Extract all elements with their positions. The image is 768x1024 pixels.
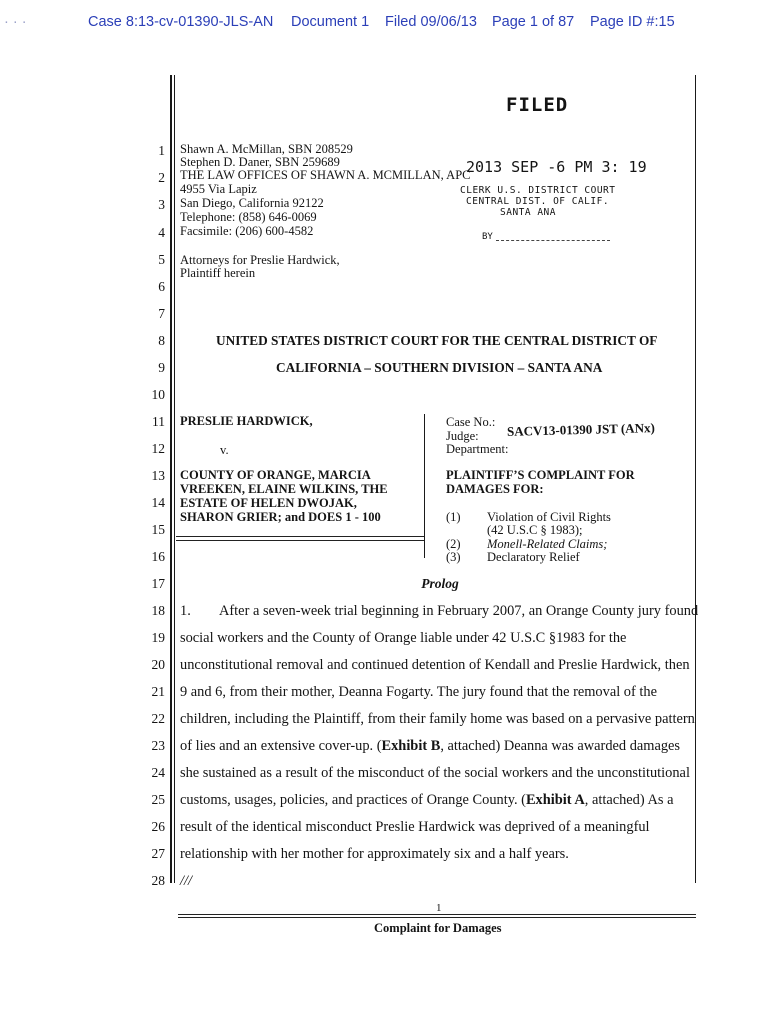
line-number: 25 [151, 792, 165, 807]
line-number: 23 [151, 738, 165, 753]
line-number: 5 [158, 252, 165, 267]
line-number: 9 [158, 360, 165, 375]
clerk-signature-line [496, 240, 610, 241]
line-number: 17 [151, 576, 165, 591]
versus: v. [220, 443, 229, 457]
line-number: 3 [158, 197, 165, 212]
attorney-line: Shawn A. McMillan, SBN 208529 [180, 142, 353, 156]
court-heading-line-2: CALIFORNIA – SOUTHERN DIVISION – SANTA ANA [276, 360, 603, 375]
footer-rule-2 [178, 917, 696, 918]
attorney-line: THE LAW OFFICES OF SHAWN A. MCMILLAN, APC [180, 168, 471, 182]
line-number: 11 [152, 414, 165, 429]
clerk-stamp-line-1: CLERK U.S. DISTRICT COURT [460, 185, 616, 196]
claim-number: (3) [446, 550, 461, 564]
claim-number: (2) [446, 537, 461, 551]
paragraph-line: relationship with her mother for approximately six and a half years. [180, 846, 569, 862]
paragraph-line: result of the identical misconduct Preslie Hardwick was deprived of a meaningful [180, 819, 650, 835]
line-number: 20 [151, 657, 165, 672]
plaintiff-name: PRESLIE HARDWICK, [180, 414, 313, 428]
paragraph-line: social workers and the County of Orange liable under 42 U.S.C §1983 for the [180, 630, 627, 646]
page-id: Page ID #:15 [590, 14, 675, 30]
line-number: 22 [151, 711, 165, 726]
paragraph-number: 1. [180, 603, 191, 619]
line-number: 15 [151, 522, 165, 537]
complaint-title-line-1: PLAINTIFF’S COMPLAINT FOR [446, 468, 635, 482]
attorney-line: Telephone: (858) 646-0069 [180, 210, 317, 224]
attorney-line: Facsimile: (206) 600-4582 [180, 224, 314, 238]
paragraph-line: After a seven-week trial beginning in February 2007, an Orange County jury found [219, 603, 699, 619]
right-margin-rule [695, 75, 696, 883]
line-number: 13 [151, 468, 165, 483]
claim-number: (1) [446, 510, 461, 524]
case-number: Case 8:13-cv-01390-JLS-AN [88, 14, 274, 30]
prolog-heading-text: Prolog [421, 576, 459, 591]
left-margin-rule-inner [174, 75, 175, 883]
caption-bottom-rule [176, 536, 424, 537]
case-no-label: Case No.: [446, 415, 496, 429]
claim-text: Violation of Civil Rights [487, 510, 611, 524]
page-count: Page 1 of 87 [492, 14, 575, 30]
banner-leader: · · · [4, 14, 27, 30]
paragraph-line: she sustained as a result of the misconduct of the social workers and the unconstitutional [180, 765, 690, 781]
clerk-stamp-line-2: CENTRAL DIST. OF CALIF. [466, 196, 610, 207]
footer-rule-1 [178, 914, 696, 915]
filed-stamp-date: 2013 SEP -6 PM 3: 19 [466, 158, 647, 176]
claim-text: Monell-Related Claims; [487, 537, 608, 551]
judge-label: Judge: [446, 429, 479, 443]
line-number: 10 [151, 387, 165, 402]
line-number: 2 [158, 170, 165, 185]
defendant-line: SHARON GRIER; and DOES 1 - 100 [180, 510, 381, 524]
left-margin-rule [170, 75, 172, 883]
line-number: 26 [151, 819, 165, 834]
defendant-line: VREEKEN, ELAINE WILKINS, THE [180, 482, 388, 496]
line-number: 27 [151, 846, 165, 861]
document-number: Document 1 [291, 14, 370, 30]
line-number: 24 [151, 765, 165, 780]
attorney-line: 4955 Via Lapiz [180, 182, 257, 196]
line-number: 4 [158, 225, 165, 240]
line-number: 14 [151, 495, 165, 510]
defendant-line: COUNTY OF ORANGE, MARCIA [180, 468, 371, 482]
line-number: 1 [158, 143, 165, 158]
continuation-slashes: /// [180, 873, 192, 889]
line-number: 18 [151, 603, 165, 618]
footer-title: Complaint for Damages [374, 921, 502, 935]
claim-text: Declaratory Relief [487, 550, 580, 564]
paragraph-line: 9 and 6, from their mother, Deanna Fogarty. The jury found that the removal of the [180, 684, 657, 700]
filed-date: Filed 09/06/13 [385, 14, 477, 30]
line-number: 12 [151, 441, 165, 456]
line-number: 7 [158, 306, 165, 321]
page-number: 1 [436, 902, 442, 914]
line-number: 19 [151, 630, 165, 645]
filed-stamp: FILED [506, 94, 569, 116]
attorney-line: Plaintiff herein [180, 266, 256, 280]
paragraph-line: children, including the Plaintiff, from their family home was based on a pervasive pattern [180, 711, 695, 727]
case-header-banner [0, 14, 768, 36]
defendant-line: ESTATE OF HELEN DWOJAK, [180, 496, 357, 510]
exhibit-b-reference: Exhibit B [381, 738, 441, 754]
case-number-value: SACV13-01390 JST (ANx) [506, 420, 655, 439]
line-number: 8 [158, 333, 165, 348]
line-number: 16 [151, 549, 165, 564]
complaint-title-line-2: DAMAGES FOR: [446, 482, 544, 496]
line-number: 6 [158, 279, 165, 294]
claim-text: (42 U.S.C § 1983); [487, 523, 583, 537]
paragraph-line: unconstitutional removal and continued detention of Kendall and Preslie Hardwick, then [180, 657, 690, 673]
attorney-line: San Diego, California 92122 [180, 196, 324, 210]
caption-divider [424, 414, 425, 558]
attorney-line: Stephen D. Daner, SBN 259689 [180, 155, 340, 169]
clerk-stamp-line-3: SANTA ANA [500, 207, 556, 218]
department-label: Department: [446, 442, 509, 456]
paragraph-line: customs, usages, policies, and practices of Orange County. (Exhibit A, attached) As a [180, 792, 674, 808]
clerk-stamp-by: BY [482, 232, 493, 242]
line-number: 21 [151, 684, 165, 699]
court-heading-line-1: UNITED STATES DISTRICT COURT FOR THE CENTRAL DISTRICT OF [216, 333, 658, 348]
exhibit-a-reference: Exhibit A [525, 792, 585, 808]
line-number: 28 [151, 873, 165, 888]
attorney-line: Attorneys for Preslie Hardwick, [180, 253, 340, 267]
prolog-heading [0, 576, 768, 592]
paragraph-line: of lies and an extensive cover-up. (Exhibit B, attached) Deanna was awarded damages [180, 738, 681, 754]
caption-bottom-rule-2 [176, 540, 424, 541]
